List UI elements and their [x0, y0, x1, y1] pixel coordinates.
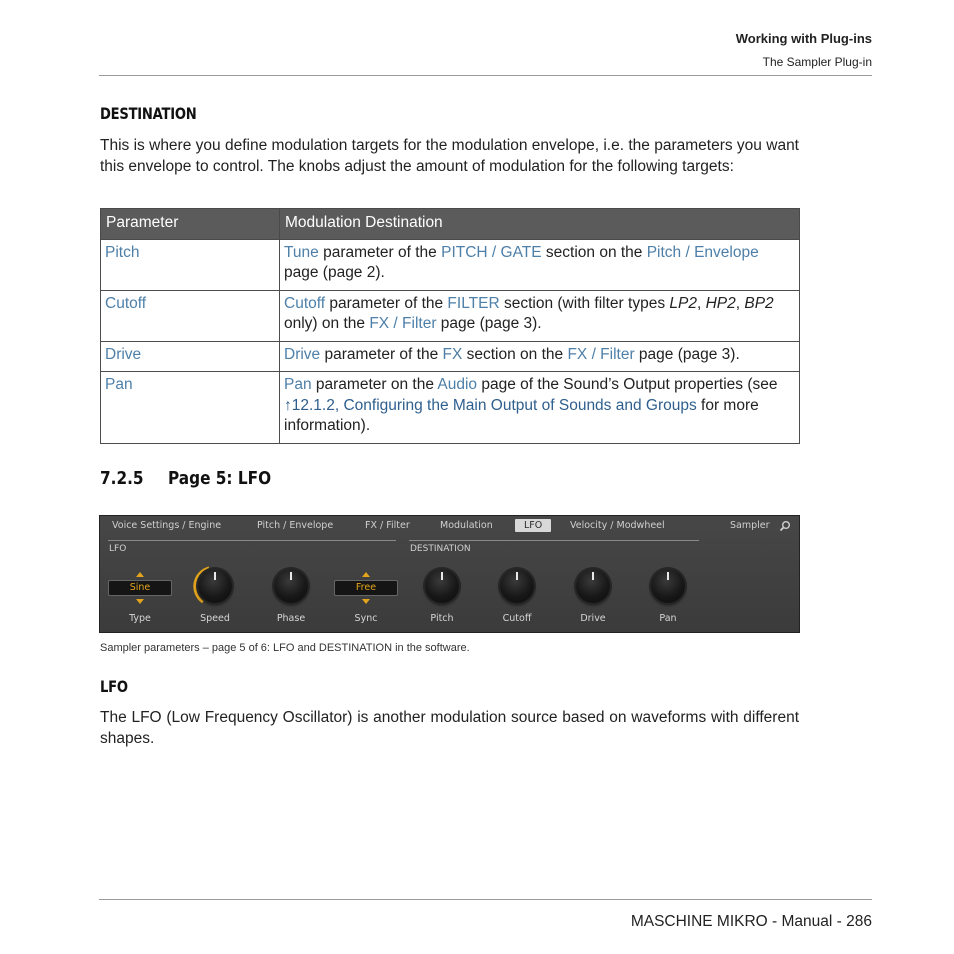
- sync-selector[interactable]: Free: [334, 580, 398, 596]
- table-cell-parameter: [101, 372, 280, 444]
- destination-text: ,: [735, 294, 745, 312]
- tab-voice-settings[interactable]: Voice Settings / Engine: [112, 520, 222, 531]
- speed-knob[interactable]: [198, 569, 232, 603]
- page-footer: MASCHINE MIKRO - Manual - 286: [630, 913, 872, 930]
- destination-text: section on the: [462, 345, 568, 363]
- destination-group-label: DESTINATION: [410, 544, 471, 554]
- destination-link[interactable]: ↑12.1.2, Configuring the Main Output of Sounds and Groups: [284, 396, 697, 414]
- tab-lfo[interactable]: LFO: [515, 519, 551, 532]
- pan-mod-knob[interactable]: [651, 569, 685, 603]
- destination-link[interactable]: FILTER: [447, 294, 500, 312]
- knob-pointer: [516, 572, 518, 580]
- table-cell-destination: [280, 239, 800, 290]
- knob-label-pan: Pan: [659, 613, 677, 624]
- param-link-cutoff[interactable]: Cutoff: [105, 294, 147, 312]
- destination-link[interactable]: FX: [442, 345, 463, 363]
- destination-link[interactable]: Pan: [284, 376, 312, 393]
- sync-up-arrow-icon[interactable]: [362, 572, 370, 577]
- destination-text: parameter of the: [318, 243, 442, 261]
- pitch-mod-knob[interactable]: [425, 569, 459, 603]
- type-selector[interactable]: Sine: [108, 580, 172, 596]
- tab-fx-filter[interactable]: FX / Filter: [365, 520, 410, 531]
- destination-intro: [100, 136, 799, 177]
- destination-link[interactable]: Tune: [284, 243, 319, 261]
- filter-type-text: BP2: [744, 294, 774, 312]
- table-row: [101, 290, 800, 341]
- destination-text: page of the Sound’s Output properties (see: [477, 376, 778, 393]
- destination-text: page (page 3).: [634, 345, 740, 363]
- sampler-lfo-panel: [99, 515, 800, 633]
- filter-type-text: LP2: [669, 294, 697, 312]
- destination-link[interactable]: FX / Filter: [567, 345, 635, 363]
- knob-label-speed: Speed: [200, 613, 230, 624]
- header-divider: [99, 75, 872, 76]
- table-header-modulation-destination: Modulation Destination: [280, 209, 800, 240]
- destination-text: parameter of the: [325, 294, 448, 312]
- panel-tab-bar: [100, 516, 799, 538]
- phase-knob[interactable]: [274, 569, 308, 603]
- knob-pointer: [667, 572, 669, 580]
- destination-heading: DESTINATION: [100, 104, 197, 123]
- destination-text: parameter on the: [311, 376, 438, 393]
- knob-pointer: [290, 572, 292, 580]
- destination-link[interactable]: FX / Filter: [369, 315, 437, 332]
- destination-link[interactable]: Cutoff: [284, 294, 326, 312]
- destination-text: ,: [696, 294, 706, 312]
- drive-mod-knob[interactable]: [576, 569, 610, 603]
- running-header-chapter: Working with Plug-ins: [735, 31, 872, 46]
- tab-velocity-modwheel[interactable]: Velocity / Modwheel: [570, 520, 665, 531]
- knob-label-sync: Sync: [354, 613, 378, 624]
- knob-label-type: Type: [129, 613, 151, 624]
- table-cell-destination: [280, 290, 800, 341]
- sync-down-arrow-icon[interactable]: [362, 599, 370, 604]
- destination-text: section on the: [541, 243, 647, 261]
- param-link-pitch[interactable]: Pitch: [105, 243, 140, 261]
- param-link-pan[interactable]: Pan: [105, 376, 133, 393]
- destination-link[interactable]: Pitch / Envelope: [646, 243, 759, 261]
- knob-label-drive: Drive: [580, 613, 606, 624]
- table-row: [101, 372, 800, 444]
- lfo-heading: LFO: [100, 677, 128, 696]
- knob-label-cutoff: Cutoff: [502, 613, 532, 624]
- table-row: [101, 239, 800, 290]
- table-row: [101, 341, 800, 372]
- table-cell-parameter: [101, 239, 280, 290]
- destination-text: page (page 3).: [436, 315, 542, 332]
- table-cell-destination: [280, 341, 800, 372]
- destination-link[interactable]: Audio: [437, 376, 478, 393]
- knob-label-pitch: Pitch: [430, 613, 454, 624]
- search-icon[interactable]: [779, 520, 791, 532]
- lfo-group-line: [108, 540, 396, 541]
- knob-pointer: [214, 572, 216, 580]
- figure-caption: Sampler parameters – page 5 of 6: LFO and DESTINATION in the software.: [100, 642, 470, 654]
- knob-label-phase: Phase: [276, 613, 306, 624]
- param-link-drive[interactable]: Drive: [105, 345, 142, 363]
- section-number: 7.2.5: [100, 468, 144, 489]
- destination-text: section (with filter types: [499, 294, 670, 312]
- lfo-group-label: LFO: [109, 544, 127, 554]
- lfo-description: [100, 708, 799, 749]
- knob-pointer: [441, 572, 443, 580]
- table-header-parameter: Parameter: [101, 209, 280, 240]
- destination-intro-text: This is where you define modulation targets for the modulation envelope, i.e. the parameters you want this envelope to control. The knobs adjust the amount of modulation for the following targets:: [100, 137, 799, 175]
- running-header-section: The Sampler Plug-in: [762, 55, 872, 69]
- tab-modulation[interactable]: Modulation: [440, 520, 493, 531]
- knob-pointer: [592, 572, 594, 580]
- destination-link[interactable]: PITCH / GATE: [441, 243, 542, 261]
- destination-group-line: [409, 540, 699, 541]
- cutoff-mod-knob[interactable]: [500, 569, 534, 603]
- type-up-arrow-icon[interactable]: [136, 572, 144, 577]
- section-title: Page 5: LFO: [168, 468, 272, 489]
- modulation-destination-table: [100, 208, 800, 444]
- destination-text: page (page 2).: [284, 264, 385, 281]
- type-down-arrow-icon[interactable]: [136, 599, 144, 604]
- table-cell-parameter: [101, 290, 280, 341]
- destination-text: for more information).: [284, 396, 759, 434]
- lfo-description-text: The LFO (Low Frequency Oscillator) is another modulation source based on waveforms with different shapes.: [100, 709, 799, 747]
- filter-type-text: HP2: [705, 294, 736, 312]
- destination-link[interactable]: Drive: [284, 345, 321, 363]
- plugin-name: Sampler: [730, 520, 770, 531]
- footer-divider: [99, 899, 872, 900]
- destination-text: parameter of the: [320, 345, 443, 363]
- table-cell-destination: [280, 372, 800, 444]
- table-header-row: [101, 209, 800, 240]
- table-cell-parameter: [101, 341, 280, 372]
- tab-pitch-envelope[interactable]: Pitch / Envelope: [257, 520, 334, 531]
- destination-text: only) on the: [284, 315, 370, 332]
